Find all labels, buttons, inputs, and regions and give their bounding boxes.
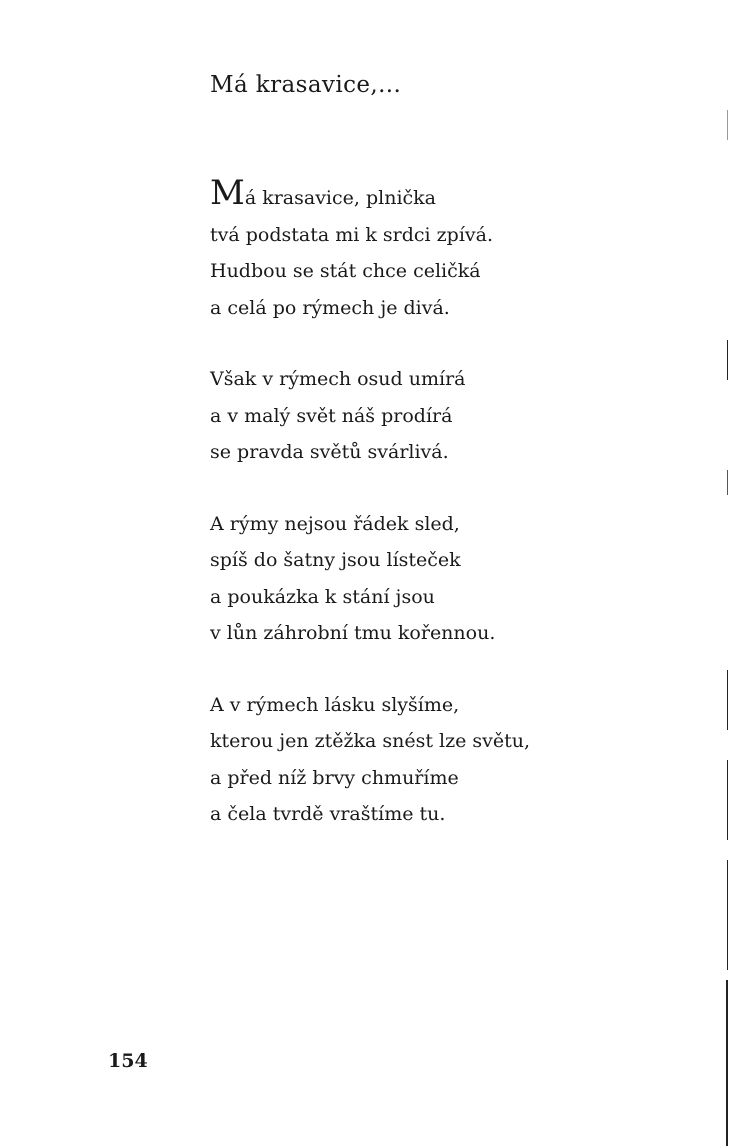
stanza-1: [210, 173, 680, 326]
poem-body: [210, 173, 680, 868]
poem-line: a poukázka k stání jsou: [210, 585, 435, 608]
poem-line: v lůn záhrobní tmu kořennou.: [210, 622, 496, 644]
poem-line: se pravda světů svárlivá.: [210, 441, 449, 463]
poem-line: kterou jen ztěžka snést lze světu,: [210, 730, 531, 752]
poem-line: [210, 173, 680, 217]
poem-line: a před níž brvy chmuříme: [210, 766, 459, 789]
poem-line: Hudbou se stát chce celičká: [210, 260, 481, 282]
poem-line: tvá podstata mi k srdci zpívá.: [210, 223, 494, 246]
stanza-2: [210, 361, 680, 471]
poem-line: A v rýmech lásku slyšíme,: [210, 693, 460, 716]
page-edge-mark: [727, 860, 728, 970]
page-edge-mark: [727, 760, 728, 840]
page-edge-mark: [727, 110, 728, 140]
poem-line: a celá po rýmech je divá.: [210, 296, 450, 319]
poem-line-rest: á krasavice, plnička: [244, 187, 437, 209]
page-number: 154: [108, 1050, 148, 1072]
stanza-3: [210, 506, 680, 652]
page-edge-mark: [727, 670, 728, 730]
page-edge-mark: [727, 340, 728, 380]
poem-line: spíš do šatny jsou lísteček: [210, 549, 461, 571]
page-edge-mark: [726, 980, 728, 1146]
poem-line: a čela tvrdě vraštíme tu.: [210, 803, 446, 825]
page-edge-mark: [727, 470, 728, 495]
drop-cap: M: [210, 173, 245, 213]
poem-line: Však v rýmech osud umírá: [210, 368, 466, 390]
stanza-4: [210, 687, 680, 833]
poem-title: Má krasavice,...: [210, 72, 402, 98]
poem-line: A rýmy nejsou řádek sled,: [210, 512, 460, 535]
poem-line: a v malý svět náš prodírá: [210, 404, 453, 427]
